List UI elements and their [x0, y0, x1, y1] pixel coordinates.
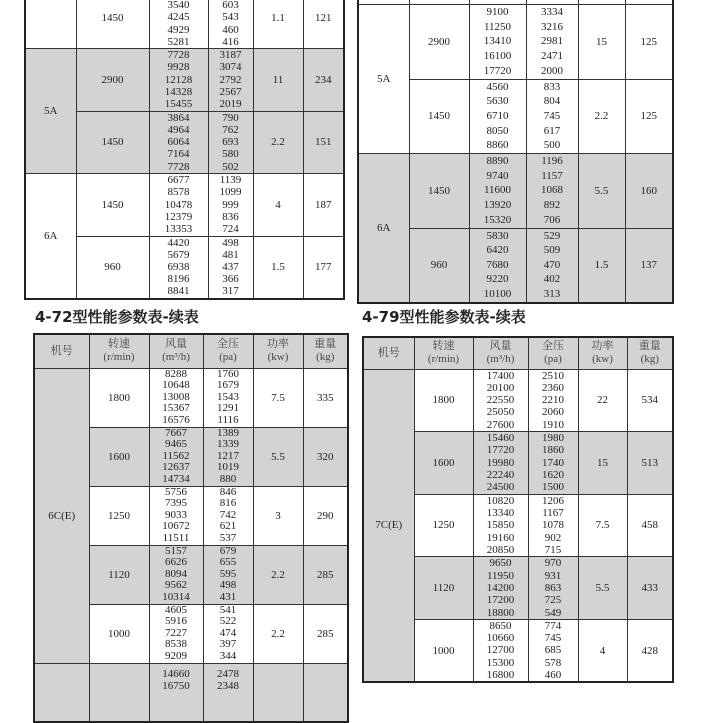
table-row [358, 5, 673, 80]
flow-cell: 3540 4245 4929 5281 [149, 0, 208, 49]
flow-cell: 6677 8578 10478 12379 13353 [149, 174, 208, 237]
model-cell: 6A [358, 154, 409, 303]
power-cell: 2.2 [253, 545, 303, 604]
header-pressure: 全压 (pa) [203, 334, 253, 368]
pressure-cell: 1196 1157 1068 892 706 [526, 154, 578, 229]
pressure-cell: 541 522 474 397 344 [203, 604, 253, 663]
flow-cell: 8650 10660 12700 15300 16800 [473, 619, 528, 682]
title-4-79-continued: 4-79型性能参数表-续表 [362, 308, 526, 326]
speed-cell: 1450 [409, 154, 469, 229]
pressure-cell: 3334 3216 2981 2471 2000 [526, 5, 578, 80]
model-cell: 6C(E) [34, 368, 89, 663]
weight-cell: 187 [303, 174, 344, 237]
header-power: 功率 (kw) [253, 334, 303, 368]
pressure-cell: 498 481 437 366 317 [208, 236, 253, 299]
pressure-cell: 1139 1099 999 836 724 [208, 174, 253, 237]
power-cell: 2.2 [253, 111, 303, 174]
weight-cell: 513 [627, 432, 673, 495]
table-4-72-top [24, 0, 345, 300]
weight-cell: 125 [625, 79, 673, 154]
flow-cell: 7667 9465 11562 12637 14734 [149, 427, 203, 486]
flow-cell: 5830 6420 7680 9220 10100 [469, 228, 526, 303]
weight-cell: 137 [625, 228, 673, 303]
speed-cell: 1450 [76, 0, 149, 49]
header-speed: 转速 (r/min) [414, 337, 473, 369]
speed-cell: 1120 [89, 545, 149, 604]
weight-cell: 121 [303, 0, 344, 49]
weight-cell: 428 [627, 619, 673, 682]
pressure-cell: 603 543 460 416 [208, 0, 253, 49]
pressure-cell: 1980 1860 1740 1620 1500 [528, 432, 578, 495]
weight-cell: 534 [627, 369, 673, 432]
power-cell: 7.5 [578, 494, 627, 557]
pressure-cell: 774 745 685 578 460 [528, 619, 578, 682]
power-cell: 7.5 [253, 368, 303, 427]
power-cell: 2.2 [578, 79, 625, 154]
speed-cell: 1800 [89, 368, 149, 427]
model-cell: 7C(E) [363, 369, 414, 682]
header-row [363, 337, 673, 369]
pressure-cell: 970 931 863 725 549 [528, 557, 578, 620]
model-cell: 5A [358, 5, 409, 154]
title-4-72-continued: 4-72型性能参数表-续表 [35, 308, 199, 326]
header-pressure: 全压 (pa) [528, 337, 578, 369]
pressure-cell: 846 816 742 621 537 [203, 486, 253, 545]
flow-cell: 3864 4964 6064 7164 7728 [149, 111, 208, 174]
flow-cell: 9100 11250 13410 16100 17720 [469, 5, 526, 80]
speed-cell: 2900 [76, 49, 149, 112]
weight-cell: 151 [303, 111, 344, 174]
weight-cell: 335 [303, 368, 348, 427]
power-cell [253, 663, 303, 722]
weight-cell: 290 [303, 486, 348, 545]
header-speed: 转速 (r/min) [89, 334, 149, 368]
speed-cell: 1600 [414, 432, 473, 495]
table-row [363, 369, 673, 432]
speed-cell: 1000 [89, 604, 149, 663]
power-cell: 4 [253, 174, 303, 237]
pressure-cell: 790 762 693 580 502 [208, 111, 253, 174]
pressure-cell: 1206 1167 1078 902 715 [528, 494, 578, 557]
speed-cell: 1450 [409, 79, 469, 154]
power-cell: 22 [578, 369, 627, 432]
power-cell: 5.5 [578, 154, 625, 229]
power-cell: 1.1 [253, 0, 303, 49]
header-flow: 风量 (m³/h) [473, 337, 528, 369]
flow-cell: 17400 20100 22550 25050 27600 [473, 369, 528, 432]
flow-cell: 15460 17720 19980 22240 24500 [473, 432, 528, 495]
model-cell [25, 0, 76, 49]
header-row [34, 334, 348, 368]
speed-cell: 1800 [414, 369, 473, 432]
flow-cell: 7728 9928 12128 14328 15455 [149, 49, 208, 112]
power-cell: 3 [253, 486, 303, 545]
header-flow: 风量 (m³/h) [149, 334, 203, 368]
flow-cell: 5157 6626 8094 9562 10314 [149, 545, 203, 604]
weight-cell: 125 [625, 5, 673, 80]
weight-cell: 458 [627, 494, 673, 557]
flow-cell: 14660 16750 [149, 663, 203, 722]
table-row [34, 368, 348, 427]
pressure-cell: 2510 2360 2210 2060 1910 [528, 369, 578, 432]
table-row [358, 154, 673, 229]
flow-cell: 4560 5630 6710 8050 8860 [469, 79, 526, 154]
speed-cell: 2900 [409, 5, 469, 80]
power-cell: 2.2 [253, 604, 303, 663]
speed-cell [89, 663, 149, 722]
weight-cell: 177 [303, 236, 344, 299]
model-cell: 6A [25, 174, 76, 299]
table-row [25, 0, 344, 49]
flow-cell: 9650 11950 14200 17200 18800 [473, 557, 528, 620]
header-weight: 重量 (kg) [627, 337, 673, 369]
flow-cell: 4605 5916 7227 8538 9209 [149, 604, 203, 663]
power-cell: 11 [253, 49, 303, 112]
speed-cell: 1250 [414, 494, 473, 557]
table-row [25, 174, 344, 237]
speed-cell: 1000 [414, 619, 473, 682]
speed-cell: 1250 [89, 486, 149, 545]
weight-cell [303, 663, 348, 722]
pressure-cell: 529 509 470 402 313 [526, 228, 578, 303]
weight-cell: 234 [303, 49, 344, 112]
power-cell: 15 [578, 5, 625, 80]
pressure-cell: 3187 3074 2792 2567 2019 [208, 49, 253, 112]
table-4-72-bottom [33, 333, 349, 723]
weight-cell: 320 [303, 427, 348, 486]
power-cell: 5.5 [253, 427, 303, 486]
model-cell [34, 663, 89, 722]
model-cell: 5A [25, 49, 76, 174]
pressure-cell: 1389 1339 1217 1019 880 [203, 427, 253, 486]
pressure-cell: 1760 1679 1543 1291 1116 [203, 368, 253, 427]
header-weight: 重量 (kg) [303, 334, 348, 368]
speed-cell: 1600 [89, 427, 149, 486]
flow-cell: 5756 7395 9033 10672 11511 [149, 486, 203, 545]
header-power: 功率 (kw) [578, 337, 627, 369]
power-cell: 15 [578, 432, 627, 495]
power-cell: 1.5 [253, 236, 303, 299]
table-row [25, 49, 344, 112]
power-cell: 1.5 [578, 228, 625, 303]
flow-cell: 10820 13340 15850 19160 20850 [473, 494, 528, 557]
pressure-cell: 833 804 745 617 500 [526, 79, 578, 154]
weight-cell: 433 [627, 557, 673, 620]
pressure-cell: 2478 2348 [203, 663, 253, 722]
speed-cell: 1120 [414, 557, 473, 620]
weight-cell: 285 [303, 604, 348, 663]
pressure-cell: 679 655 595 498 431 [203, 545, 253, 604]
speed-cell: 960 [409, 228, 469, 303]
weight-cell: 160 [625, 154, 673, 229]
power-cell: 4 [578, 619, 627, 682]
flow-cell: 4420 5679 6938 8196 8841 [149, 236, 208, 299]
speed-cell: 1450 [76, 111, 149, 174]
speed-cell: 960 [76, 236, 149, 299]
power-cell: 5.5 [578, 557, 627, 620]
flow-cell: 8890 9740 11600 13920 15320 [469, 154, 526, 229]
weight-cell: 285 [303, 545, 348, 604]
table-4-79-bottom [362, 336, 674, 683]
speed-cell: 1450 [76, 174, 149, 237]
table-row [34, 663, 348, 722]
header-model: 机号 [363, 337, 414, 369]
flow-cell: 8288 10648 13008 15367 16576 [149, 368, 203, 427]
header-model: 机号 [34, 334, 89, 368]
table-4-79-top [357, 0, 674, 304]
